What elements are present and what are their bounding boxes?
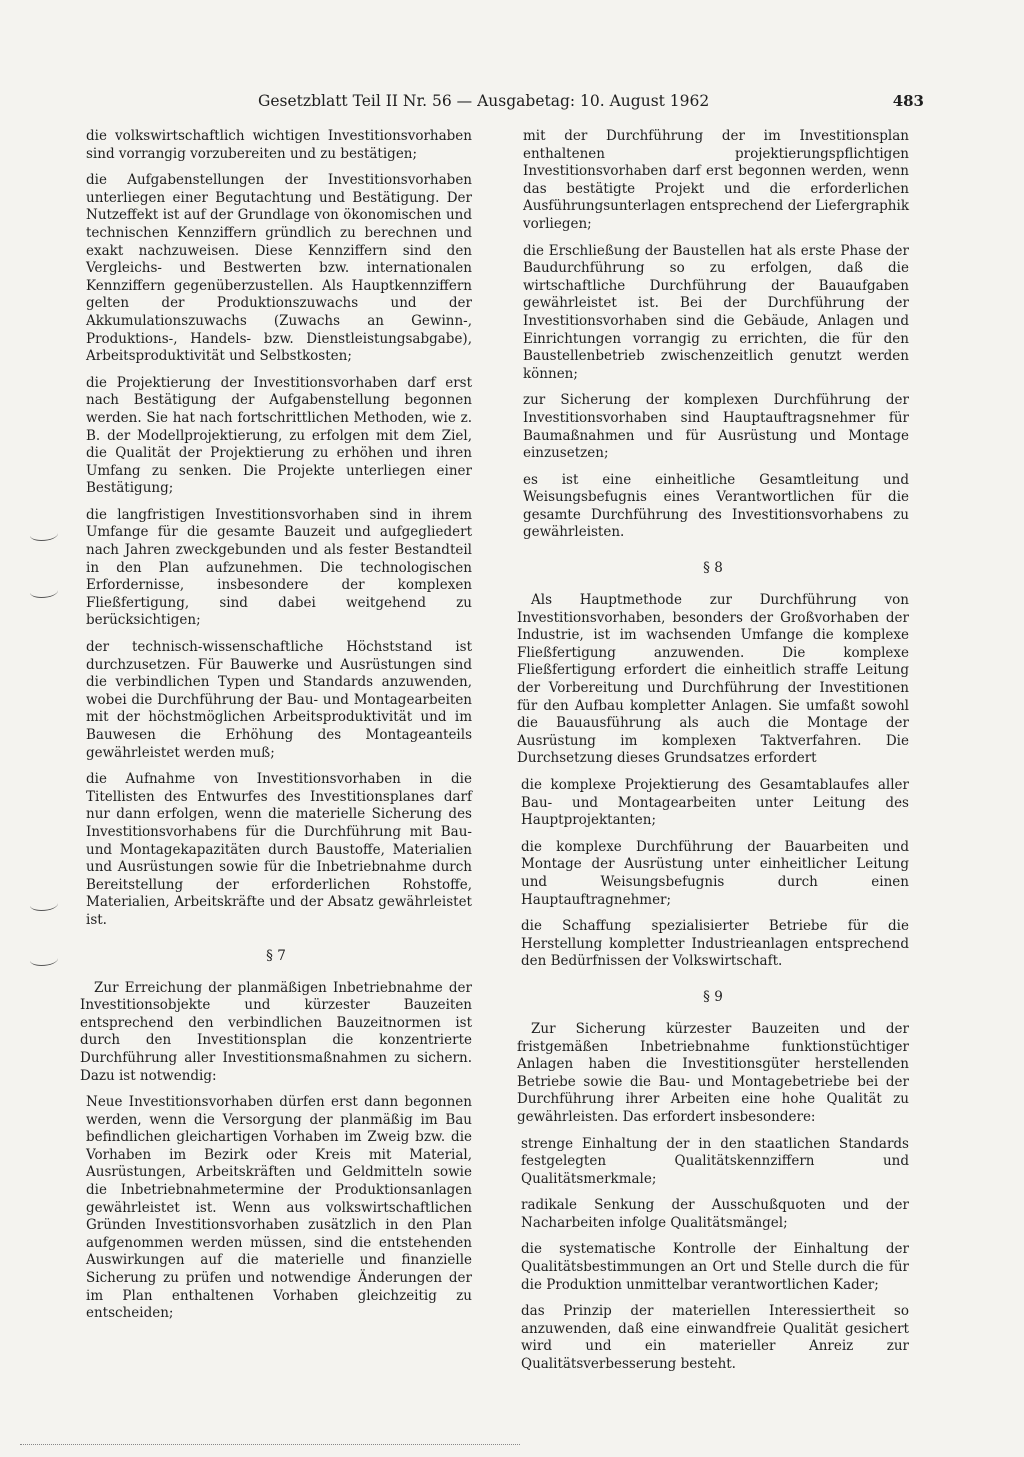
section-heading: § 7 [266,947,286,964]
list-item: radikale Senkung der Ausschußquoten und der Nacharbeiten infolge Qualitätsmängel; [521,1197,909,1231]
paragraph: Neue Investitionsvorhaben dürfen erst dann begonnen werden, wenn die Versorgung der planmäßig im Bau befindlichen gleichartigen Vorhaben im Zweig bzw. die Vorhaben im Bezirk oder Kreis mit Material, Ausrüstungen, Arbeitskräften und Geldmitteln sowie die Inbetriebnahmetermine der Produktionsanlagen gewährleistet ist. Wenn aus volkswirtschaftlichen Gründen Investitionsvorhaben zusätzlich in den Plan aufgenommen werden müssen, sind die entstehenden Auswirkungen auf die materielle und finanzielle Sicherung zu prüfen und notwendige Änderungen der im Plan enthaltenen Vorhaben gleichzeitig zu entscheiden; [86,1094,472,1322]
paragraph: die Aufnahme von Investitionsvorhaben in die Titellisten des Entwurfes des Investitionsplanes darf nur dann erfolgen, wenn die materielle Sicherung des Investitionsvorhabens für die Durchführung mit Bau- und Montagekapazitäten durch Baustoffe, Materialien und Ausrüstungen sowie für die Inbetriebnahme durch Bereitstellung der erforderlichen Rohstoffe, Materialien, Arbeitskräfte und der Absatz gewährleistet ist. [86,771,472,928]
paragraph: der technisch-wissenschaftliche Höchststand ist durchzusetzen. Für Bauwerke und Ausrüstungen sind die verbindlichen Typen und Standards anzuwenden, wobei die Durchführung der Bau- und Montagearbeiten mit der höchstmöglichen Arbeitsproduktivität und im Bauwesen die Erhöhung des Montageanteils gewährleistet werden muß; [86,639,472,761]
right-column [517,128,909,1383]
paragraph: Als Hauptmethode zur Durchführung von Investitionsvorhaben, besonders der Großvorhaben der Industrie, ist im wachsenden Umfange die komplexe Fließfertigung anzuwenden. Die komplexe Fließfertigung erfordert die einheitlich straffe Leitung der Vorbereitung und Durchführung der Investitionen für den Aufbau kompletter Anlagen. Sie umfaßt sowohl die Bauausführung als auch die Montage der Ausrüstung im komplexen Taktverfahren. Die Durchsetzung dieses Grundsatzes erfordert [517,592,909,767]
list-item: die komplexe Durchführung der Bauarbeiten und Montage der Ausrüstung unter einheitlicher Leitung und Weisungsbefugnis durch einen Hauptauftragnehmer; [521,838,909,908]
list-item: das Prinzip der materiellen Interessiertheit so anzuwenden, daß eine einwandfreie Qualität gesichert wird und ein materieller Anreiz zur Qualitätsverbesserung besteht. [521,1303,909,1373]
paragraph: Zur Sicherung kürzester Bauzeiten und der fristgemäßen Inbetriebnahme funktionstüchtiger Anlagen haben die Investitionsgüter herstellenden Betriebe sowie die Bau- und Montagebetriebe bei der Durchführung ihrer Arbeiten eine hohe Qualität zu gewährleisten. Das erfordert insbesondere: [517,1020,909,1125]
scan-edge-artifact [20,1444,520,1447]
list-item: strenge Einhaltung der in den staatlichen Standards festgelegten Qualitätskennziffern und Qualitätsmerkmale; [521,1135,909,1187]
section-heading: § 9 [703,988,723,1005]
paragraph: die Erschließung der Baustellen hat als erste Phase der Baudurchführung so zu erfolgen, daß die wirtschaftliche Durchführung der Bauaufgaben gewährleistet ist. Bei der Durchführung der Investitionsvorhaben sind die Gebäude, Anlagen und Einrichtungen vorrangig zu errichten, die für den Baustellenbetrieb zwischenzeitlich genutzt werden können; [523,242,909,382]
left-column [80,128,472,1332]
paragraph: Zur Erreichung der planmäßigen Inbetriebnahme der Investitionsobjekte und kürzester Bauzeiten entsprechend den verbindlichen Bauzeitnormen ist durch den Investitionsplan die konzentrierte Durchführung aller Investitionsmaßnahmen zu sichern. Dazu ist notwendig: [80,979,472,1084]
paragraph: die Projektierung der Investitionsvorhaben darf erst nach Bestätigung der Aufgabenstellung begonnen werden. Sie hat nach fortschrittlichen Methoden, wie z. B. der Modellprojektierung, zu erfolgen mit dem Ziel, die Qualität der Projektierung zu erhöhen und ihren Umfang zu senken. Die Projekte unterliegen einer Bestätigung; [86,374,472,497]
list-item: die komplexe Projektierung des Gesamtablaufes aller Bau- und Montagearbeiten unter Leitung des Hauptprojektanten; [521,777,909,829]
margin-mark [30,528,58,541]
paragraph: mit der Durchführung der im Investitionsplan enthaltenen projektierungspflichtigen Investitionsvorhaben darf erst begonnen werden, wenn das bestätigte Projekt und die erforderlichen Ausführungsunterlagen entsprechend der Liefergraphik vorliegen; [523,128,909,232]
paragraph: zur Sicherung der komplexen Durchführung der Investitionsvorhaben sind Hauptauftragsnehmer für Baumaßnahmen und für Ausrüstung und Montage einzusetzen; [523,392,909,462]
list-item: die Schaffung spezialisierter Betriebe für die Herstellung kompletter Industrieanlagen entsprechend den Bedürfnissen der Volkswirtschaft. [521,918,909,970]
paragraph: die Aufgabenstellungen der Investitionsvorhaben unterliegen einer Begutachtung und Bestätigung. Der Nutzeffekt ist auf der Grundlage von ökonomischen und technischen Kennziffern gründlich zu berechnen und exakt nachzuweisen. Diese Kennziffern sind den Vergleichs- und Bestwerten bzw. internationalen Kennziffern gegenüberzustellen. Als Hauptkennziffern gelten der Produktionszuwachs und der Akkumulationszuwachs (Zuwachs an Gewinn-, Produktions-, Handels- bzw. Dienstleistungsabgabe), Arbeitsproduktivität und Selbstkosten; [86,172,472,365]
section-heading: § 8 [703,560,723,577]
paragraph: es ist eine einheitliche Gesamtleitung und Weisungsbefugnis eines Verantwortlichen für die gesamte Durchführung des Investitionsvorhabens zu gewährleisten. [523,471,909,541]
margin-mark [30,953,58,966]
margin-mark [30,585,58,598]
list-item: die systematische Kontrolle der Einhaltung der Qualitätsbestimmungen an Ort und Stelle durch die für die Produktion unmittelbar verantwortlichen Kader; [521,1241,909,1293]
paragraph: die langfristigen Investitionsvorhaben sind in ihrem Umfange für die gesamte Bauzeit und aufgegliedert nach Jahren zweckgebunden und als fester Bestandteil in den Plan aufzunehmen. Die technologischen Erfordernisse, insbesondere der komplexen Fließfertigung, sind dabei weitgehend zu berücksichtigen; [86,506,472,629]
margin-mark [30,898,58,911]
paragraph: die volkswirtschaftlich wichtigen Investitionsvorhaben sind vorrangig vorzubereiten und zu bestätigen; [86,128,472,162]
page-header [258,92,924,114]
page-number: 483 [892,92,924,110]
gazette-title: Gesetzblatt Teil II Nr. 56 — Ausgabetag: 10. August 1962 [258,92,710,110]
